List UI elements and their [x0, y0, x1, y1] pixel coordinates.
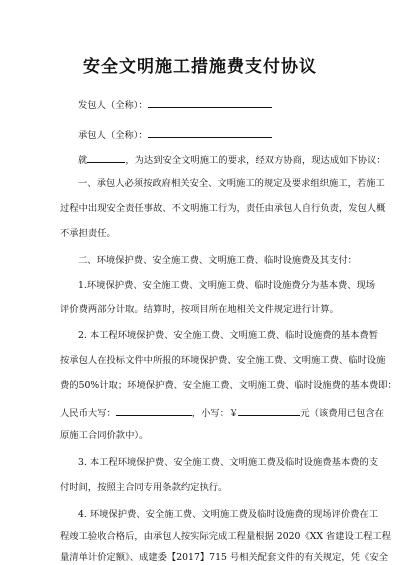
- amount-cn-label: 人民币大写：: [60, 408, 116, 419]
- document-title: 安全文明施工措施费支付协议: [83, 57, 317, 77]
- item3-line1: 3. 本工程环境保护费、安全施工费、文明施工费及临时设施费基本费的支: [78, 457, 379, 468]
- amount-num-label: ，小写：￥: [191, 408, 239, 419]
- item2-line1: 2. 本工程环境保护费、安全施工费、文明施工费、临时设施费的基本费暂: [78, 330, 379, 341]
- amount-line2: 原施工合同价款中）。: [60, 430, 149, 441]
- project-name-blank[interactable]: [87, 152, 125, 163]
- party-a-blank[interactable]: [148, 97, 272, 108]
- amount-line: [60, 405, 384, 420]
- clause1-line2: 过程中出现安全责任事故、不文明施工行为，责任由承包人自行负责，发包人概: [60, 203, 386, 214]
- item3-line2: 付时间，按照主合同专用条款约定执行。: [60, 482, 228, 493]
- party-a-label: 发包人（全称）：: [78, 100, 148, 111]
- item4-line1: 4. 环境保护费、安全施工费、文明施工费及临时设施费的现场评价费在工: [78, 509, 379, 520]
- amount-num-blank[interactable]: [238, 405, 300, 416]
- item4-line2: 程竣工验收合格后，由承包人按实际完成工程量根据 2020《XX 省建设工程工程: [60, 531, 392, 542]
- item2-line2: 按承包人在投标文件中所报的环境保护费、安全施工费、文明施工费、临时设施: [60, 355, 386, 366]
- party-b-line: [78, 127, 272, 142]
- party-a-line: [78, 97, 272, 112]
- amount-cn-blank[interactable]: [116, 405, 192, 416]
- amount-suffix: 元（该费用已包含在: [300, 408, 384, 419]
- item1-line1: 1.环境保护费、安全施工费、文明施工费、临时设施费分为基本费、现场: [78, 280, 376, 291]
- intro-suffix: ，为达到安全文明施工的要求，经双方协商，现达成如下协议：: [125, 155, 386, 166]
- clause1-line1: 一、承包人必须按政府相关安全、文明施工的规定及要求组织施工，若施工: [78, 178, 385, 189]
- intro-prefix: 就: [78, 155, 88, 166]
- clause2-heading: 二、环境保护费、安全施工费、文明施工费、临时设施费及其支付：: [78, 255, 357, 266]
- item4-line3: 量清单计价定额》、成建委【2017】715 号相关配套文件的有关规定，凭《安全: [60, 552, 388, 563]
- item1-line2: 评价费两部分计取。结算时，按项目所在地相关文件规定进行计算。: [60, 304, 339, 315]
- clause1-line3: 不承担责任。: [60, 228, 116, 239]
- party-b-blank[interactable]: [148, 127, 272, 138]
- intro-line: [78, 152, 386, 167]
- item2-line3: 费的50%计取；环境保护费、安全施工费、文明施工费、临时设施费的基本费即：: [60, 380, 397, 391]
- party-b-label: 承包人（全称）：: [78, 130, 148, 141]
